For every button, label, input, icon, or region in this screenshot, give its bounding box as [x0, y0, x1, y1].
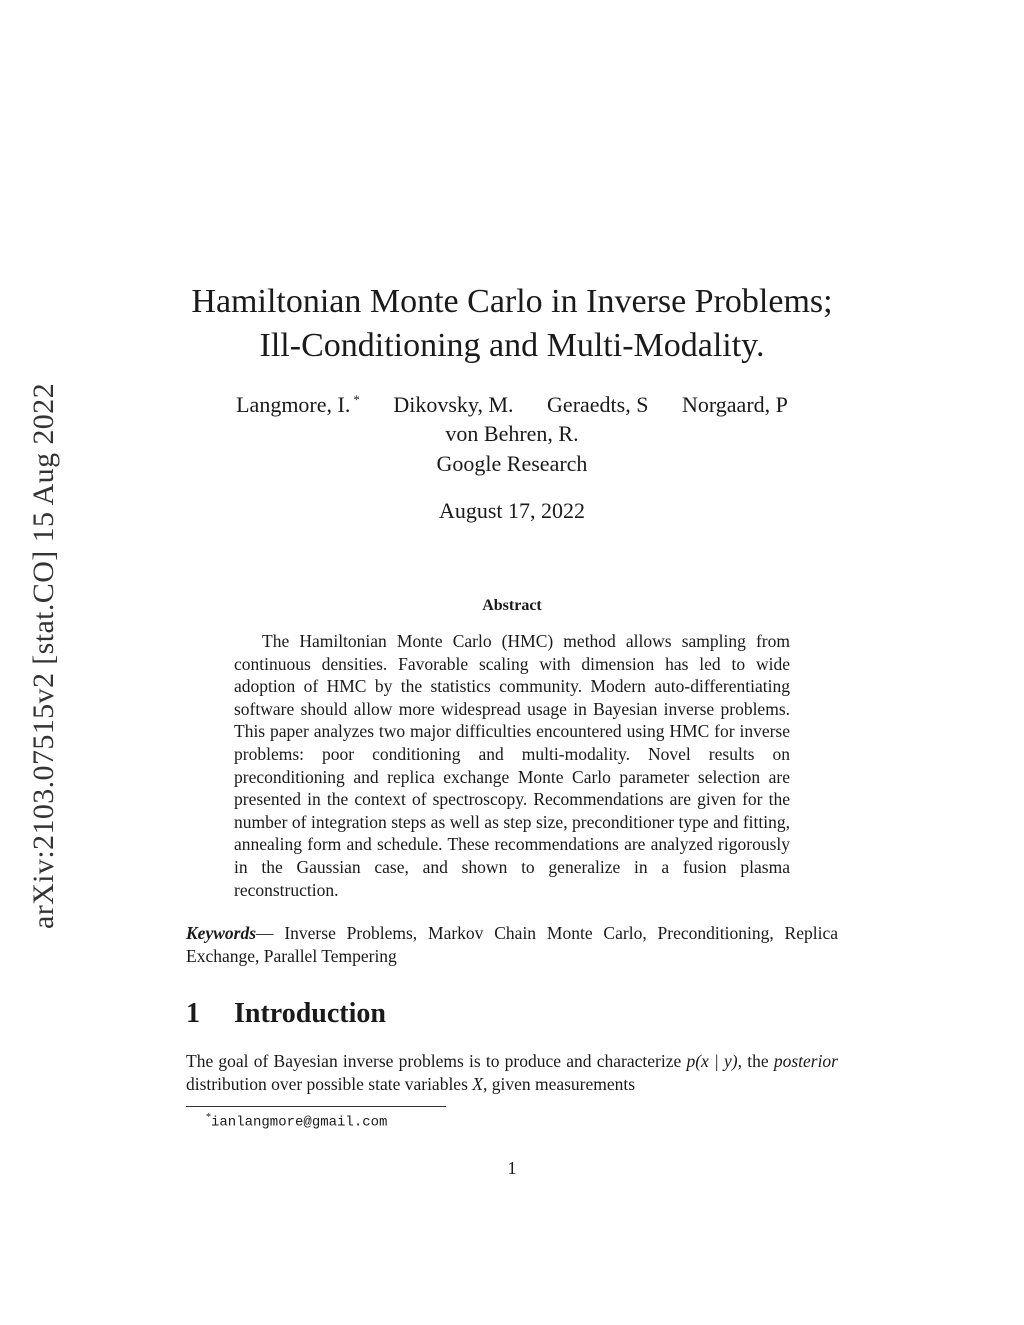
affiliation: Google Research	[436, 451, 588, 476]
author-5: von Behren, R.	[445, 421, 579, 446]
author-1: Langmore, I. *	[236, 392, 360, 418]
footnote-email: ianlangmore@gmail.com	[211, 1114, 388, 1131]
intro-paragraph	[186, 1050, 838, 1095]
footnote	[206, 1112, 387, 1131]
intro-text-2: , the	[737, 1051, 774, 1071]
author-4: Norgaard, P	[681, 392, 788, 418]
paper-date: August 17, 2022	[438, 498, 586, 523]
intro-text-1: The goal of Bayesian inverse problems is to produce and characterize	[186, 1051, 687, 1071]
page-number: 1	[507, 1158, 517, 1178]
title-line-2: Ill-Conditioning and Multi-Modality.	[259, 327, 765, 364]
footnote-divider	[186, 1106, 446, 1107]
keywords-text: Inverse Problems, Markov Chain Monte Carlo, Preconditioning, Replica Exchange, Parallel Tempering	[186, 923, 838, 966]
abstract-heading: Abstract	[482, 597, 542, 614]
arxiv-identifier: arXiv:2103.07515v2 [stat.CO] 15 Aug 2022	[27, 383, 60, 929]
section-number: 1	[186, 998, 200, 1029]
intro-text-4: , given measurements	[482, 1073, 636, 1094]
intro-math-2: X	[472, 1073, 483, 1094]
keywords-label: Keywords	[186, 923, 256, 943]
abstract-body: The Hamiltonian Monte Carlo (HMC) method allows sampling from continuous densities. Favorable scaling with dimension has led to wide adoption of HMC by the statistics community. Modern auto-differentiating software should allow more widespread usage in Bayesian inverse problems. This paper analyzes two major difficulties encountered using HMC for inverse problems: poor conditioning and multi-modality. Novel results on preconditioning and replica exchange Monte Carlo parameter selection are presented in the context of spectroscopy. Recommendations are given for the number of integration steps as well as step size, preconditioner type and fitting, annealing form and schedule. These recommendations are analyzed rigorously in the Gaussian case, and shown to generalize in a fusion plasma reconstruction.	[234, 631, 790, 900]
keywords-dash: —	[256, 923, 274, 943]
intro-emphasis: posterior	[773, 1051, 838, 1071]
section-title: Introduction	[234, 998, 386, 1029]
footnote-mark: *	[206, 1112, 211, 1123]
intro-math-1: p(x | y)	[686, 1051, 738, 1071]
author-footnote-mark: *	[353, 392, 360, 407]
title-line-1: Hamiltonian Monte Carlo in Inverse Problems;	[191, 283, 833, 320]
section-heading	[186, 998, 386, 1030]
author-3: Geraedts, S	[547, 392, 649, 418]
keywords	[186, 922, 838, 967]
paper-title	[150, 280, 874, 368]
author-2: Dikovsky, M.	[393, 392, 514, 418]
intro-text-3: distribution over possible state variables	[186, 1073, 473, 1094]
author-list	[150, 392, 874, 418]
